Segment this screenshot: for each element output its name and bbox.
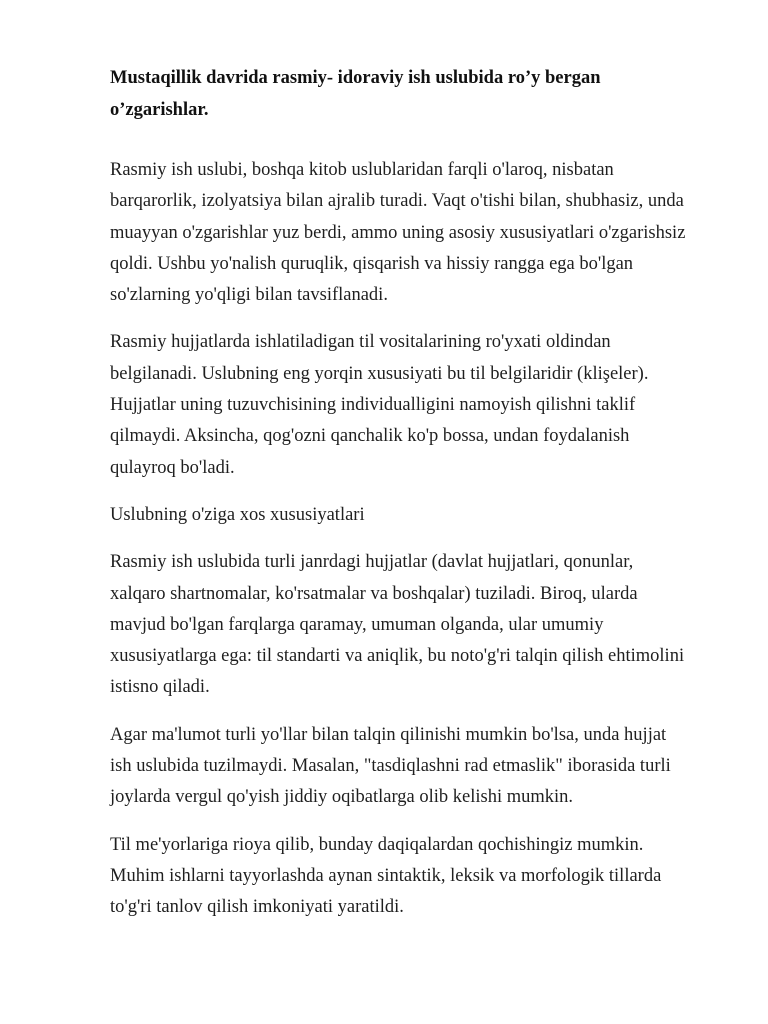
paragraph-line: qulayroq bo'ladi. [110,457,235,478]
paragraph-line: ish uslubida tuzilmaydi. Masalan, "tasdiqlashni rad etmaslik" iborasida turli [110,756,671,777]
paragraph-line: joylarda vergul qo'yish jiddiy oqibatlarga olib kelishi mumkin. [110,787,574,808]
paragraph-line: Rasmiy ish uslubi, boshqa kitob uslublaridan farqli o'laroq, nisbatan [110,160,614,180]
paragraph-line: xususiyatlarga ega: til standarti va aniqlik, bu noto'g'ri talqin qilish ehtimolini [110,646,685,667]
paragraph-line: xalqaro shartnomalar, ko'rsatmalar va boshqalar) tuziladi. Biroq, ularda [110,583,638,604]
title-line: Mustaqillik davrida rasmiy- idoraviy ish uslubida ro’y bergan [110,68,601,88]
paragraph-line: Rasmiy hujjatlarda ishlatiladigan til vositalarining ro'yxati oldindan [110,332,611,353]
paragraph-line: Hujjatlar uning tuzuvchisining individualligini namoyish qilishni taklif [110,395,636,416]
section-subheading [110,500,720,531]
paragraph-line: Til me'yorlariga rioya qilib, bunday daqiqalardan qochishingiz mumkin. [110,834,644,855]
paragraph-line: muayyan o'zgarishlar yuz berdi, ammo uning asosiy xususiyatlari o'zgarishsiz [110,222,686,243]
paragraph-line: so'zlarning yo'qligi bilan tavsiflanadi. [110,285,388,306]
paragraph-line: mavjud bo'lgan farqlarga qaramay, umuman olganda, ular umumiy [110,614,604,635]
paragraph-line: Muhim ishlarni tayyorlashda aynan sintaktik, leksik va morfologik tillarda [110,865,662,886]
paragraph-line: qilmaydi. Aksincha, qog'ozni qanchalik ko'p bossa, undan foydalanish [110,426,630,447]
paragraph-2 [110,327,720,483]
paragraph-line: belgilanadi. Uslubning eng yorqin xususiyati bu til belgilaridir (klişeler). [110,363,649,384]
paragraph-3 [110,547,720,703]
paragraph-4 [110,720,720,814]
paragraph-line: Rasmiy ish uslubida turli janrdagi hujjatlar (davlat hujjatlari, qonunlar, [110,552,634,573]
paragraph-line: to'g'ri tanlov qilish imkoniyati yaratildi. [110,897,404,918]
paragraph-line: istisno qiladi. [110,677,210,698]
paragraph-1 [110,155,720,311]
document-title [110,62,720,126]
paragraph-line: qoldi. Ushbu yo'nalish quruqlik, qisqarish va hissiy rangga ega bo'lgan [110,253,634,274]
document-page [110,62,720,940]
title-line: o’zgarishlar. [110,100,209,120]
paragraph-line: barqarorlik, izolyatsiya bilan ajralib turadi. Vaqt o'tishi bilan, shubhasiz, unda [110,191,684,212]
paragraph-5 [110,830,720,924]
paragraph-line: Agar ma'lumot turli yo'llar bilan talqin qilinishi mumkin bo'lsa, unda hujjat [110,724,667,745]
subheading-text: Uslubning o'ziga xos xususiyatlari [110,504,365,525]
